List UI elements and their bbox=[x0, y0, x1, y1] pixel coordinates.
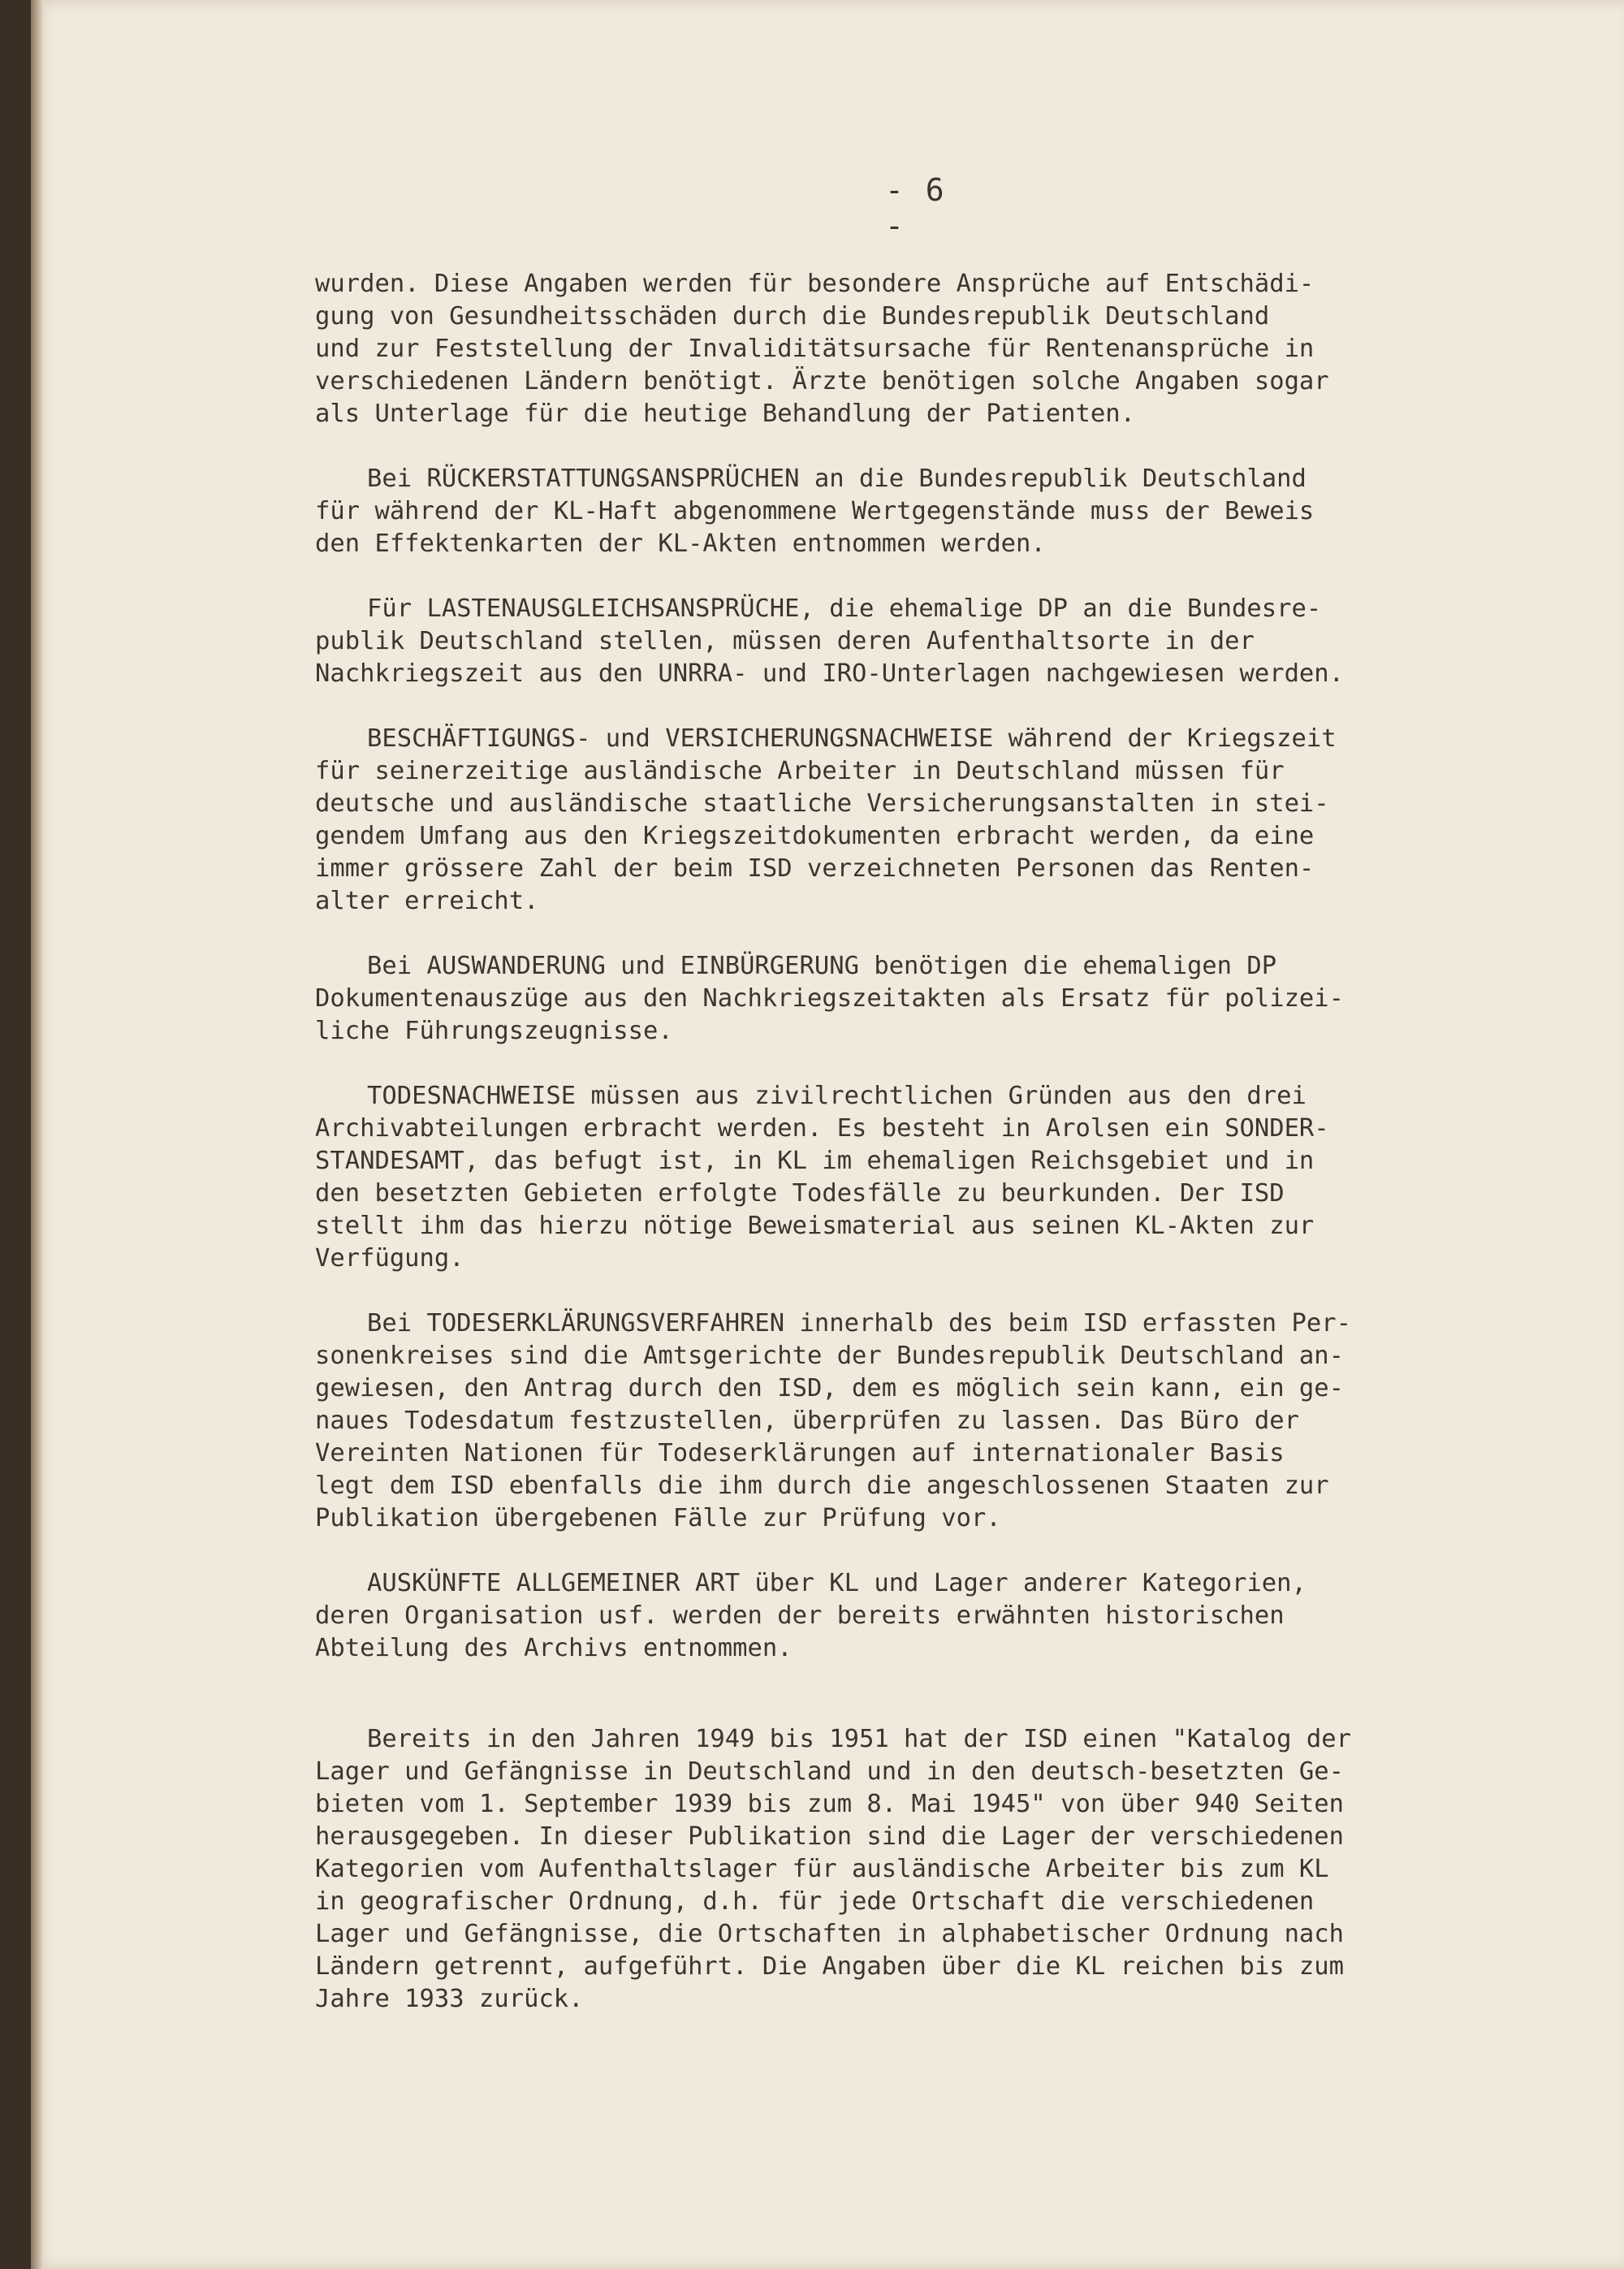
text-line: publik Deutschland stellen, müssen deren Aufenthaltsorte in der bbox=[315, 627, 1255, 655]
text-line: STANDESAMT, das befugt ist, in KL im ehemaligen Reichsgebiet und in bbox=[315, 1147, 1315, 1175]
text-line: für seinerzeitige ausländische Arbeiter in Deutschland müssen für bbox=[315, 757, 1285, 785]
text-line: Nachkriegszeit aus den UNRRA- und IRO-Unterlagen nachgewiesen werden. bbox=[315, 659, 1345, 688]
page-number: - 6 - bbox=[885, 172, 946, 244]
text-line: sonenkreises sind die Amtsgerichte der Bundesrepublik Deutschland an- bbox=[315, 1342, 1345, 1370]
text-line: und zur Feststellung der Invaliditätsursache für Rentenansprüche in bbox=[315, 335, 1315, 363]
text-line: den besetzten Gebieten erfolgte Todesfälle zu beurkunden. Der ISD bbox=[315, 1179, 1285, 1208]
text-line: deren Organisation usf. werden der bereits erwähnten historischen bbox=[315, 1601, 1285, 1630]
text-line: naues Todesdatum festzustellen, überprüfen zu lassen. Das Büro der bbox=[315, 1407, 1299, 1435]
text-line: Für LASTENAUSGLEICHSANSPRÜCHE, die ehemalige DP an die Bundesre- bbox=[367, 594, 1322, 623]
text-line: Jahre 1933 zurück. bbox=[315, 1985, 584, 2013]
text-line: Bei AUSWANDERUNG und EINBÜRGERUNG benötigen die ehemaligen DP bbox=[367, 952, 1277, 980]
text-line: AUSKÜNFTE ALLGEMEINER ART über KL und Lager anderer Kategorien, bbox=[367, 1569, 1307, 1597]
text-line: liche Führungszeugnisse. bbox=[315, 1017, 673, 1045]
text-line: Bei TODESERKLÄRUNGSVERFAHREN innerhalb des beim ISD erfassten Per- bbox=[367, 1309, 1351, 1338]
document-page bbox=[31, 0, 1624, 2269]
paragraph-6 bbox=[315, 1080, 1517, 1275]
text-line: Lager und Gefängnisse, die Ortschaften in alphabetischer Ordnung nach bbox=[315, 1920, 1345, 1948]
paragraph-3 bbox=[315, 593, 1517, 690]
text-line: als Unterlage für die heutige Behandlung der Patienten. bbox=[315, 400, 1135, 428]
text-line: Bereits in den Jahren 1949 bis 1951 hat der ISD einen "Katalog der bbox=[367, 1725, 1351, 1753]
text-line: Bei RÜCKERSTATTUNGSANSPRÜCHEN an die Bundesrepublik Deutschland bbox=[367, 465, 1307, 493]
paragraph-8 bbox=[315, 1567, 1517, 1665]
text-line: wurden. Diese Angaben werden für besondere Ansprüche auf Entschädi- bbox=[315, 270, 1315, 298]
text-line: herausgegeben. In dieser Publikation sind die Lager der verschiedenen bbox=[315, 1822, 1345, 1851]
text-line: stellt ihm das hierzu nötige Beweismaterial aus seinen KL-Akten zur bbox=[315, 1212, 1315, 1240]
text-line: gung von Gesundheitsschäden durch die Bundesrepublik Deutschland bbox=[315, 302, 1270, 331]
text-line: für während der KL-Haft abgenommene Wertgegenstände muss der Beweis bbox=[315, 497, 1315, 525]
text-line: Vereinten Nationen für Todeserklärungen auf internationaler Basis bbox=[315, 1439, 1285, 1467]
text-line: Ländern getrennt, aufgeführt. Die Angaben über die KL reichen bis zum bbox=[315, 1952, 1345, 1981]
page-edge bbox=[31, 0, 44, 2269]
text-line: Publikation übergebenen Fälle zur Prüfung vor. bbox=[315, 1504, 1001, 1532]
paragraph-7 bbox=[315, 1307, 1517, 1535]
text-line: Verfügung. bbox=[315, 1244, 464, 1273]
text-line: deutsche und ausländische staatliche Versicherungsanstalten in stei- bbox=[315, 789, 1329, 818]
text-line: verschiedenen Ländern benötigt. Ärzte benötigen solche Angaben sogar bbox=[315, 367, 1329, 395]
text-line: den Effektenkarten der KL-Akten entnommen werden. bbox=[315, 529, 1046, 558]
paragraph-5 bbox=[315, 950, 1517, 1048]
text-line: Lager und Gefängnisse in Deutschland und in den deutsch-besetzten Ge- bbox=[315, 1757, 1345, 1786]
paragraph-1 bbox=[315, 268, 1517, 430]
paragraph-9 bbox=[315, 1723, 1517, 2016]
text-line: BESCHÄFTIGUNGS- und VERSICHERUNGSNACHWEISE während der Kriegszeit bbox=[367, 724, 1337, 753]
text-line: immer grössere Zahl der beim ISD verzeichneten Personen das Renten- bbox=[315, 854, 1315, 883]
text-line: TODESNACHWEISE müssen aus zivilrechtlichen Gründen aus den drei bbox=[367, 1082, 1307, 1110]
text-line: Kategorien vom Aufenthaltslager für ausländische Arbeiter bis zum KL bbox=[315, 1855, 1329, 1883]
body-text bbox=[315, 268, 1517, 2048]
text-line: Archivabteilungen erbracht werden. Es besteht in Arolsen ein SONDER- bbox=[315, 1114, 1329, 1143]
text-line: gewiesen, den Antrag durch den ISD, dem es möglich sein kann, ein ge- bbox=[315, 1374, 1345, 1402]
text-line: in geografischer Ordnung, d.h. für jede Ortschaft die verschiedenen bbox=[315, 1887, 1315, 1916]
text-line: gendem Umfang aus den Kriegszeitdokumenten erbracht werden, da eine bbox=[315, 822, 1315, 850]
text-line: Abteilung des Archivs entnommen. bbox=[315, 1634, 793, 1662]
text-line: alter erreicht. bbox=[315, 887, 539, 915]
text-line: legt dem ISD ebenfalls die ihm durch die angeschlossenen Staaten zur bbox=[315, 1472, 1329, 1500]
text-line: Dokumentenauszüge aus den Nachkriegszeitakten als Ersatz für polizei- bbox=[315, 984, 1345, 1013]
paragraph-2 bbox=[315, 463, 1517, 560]
text-line: bieten vom 1. September 1939 bis zum 8. Mai 1945" von über 940 Seiten bbox=[315, 1790, 1345, 1818]
paragraph-4 bbox=[315, 723, 1517, 918]
